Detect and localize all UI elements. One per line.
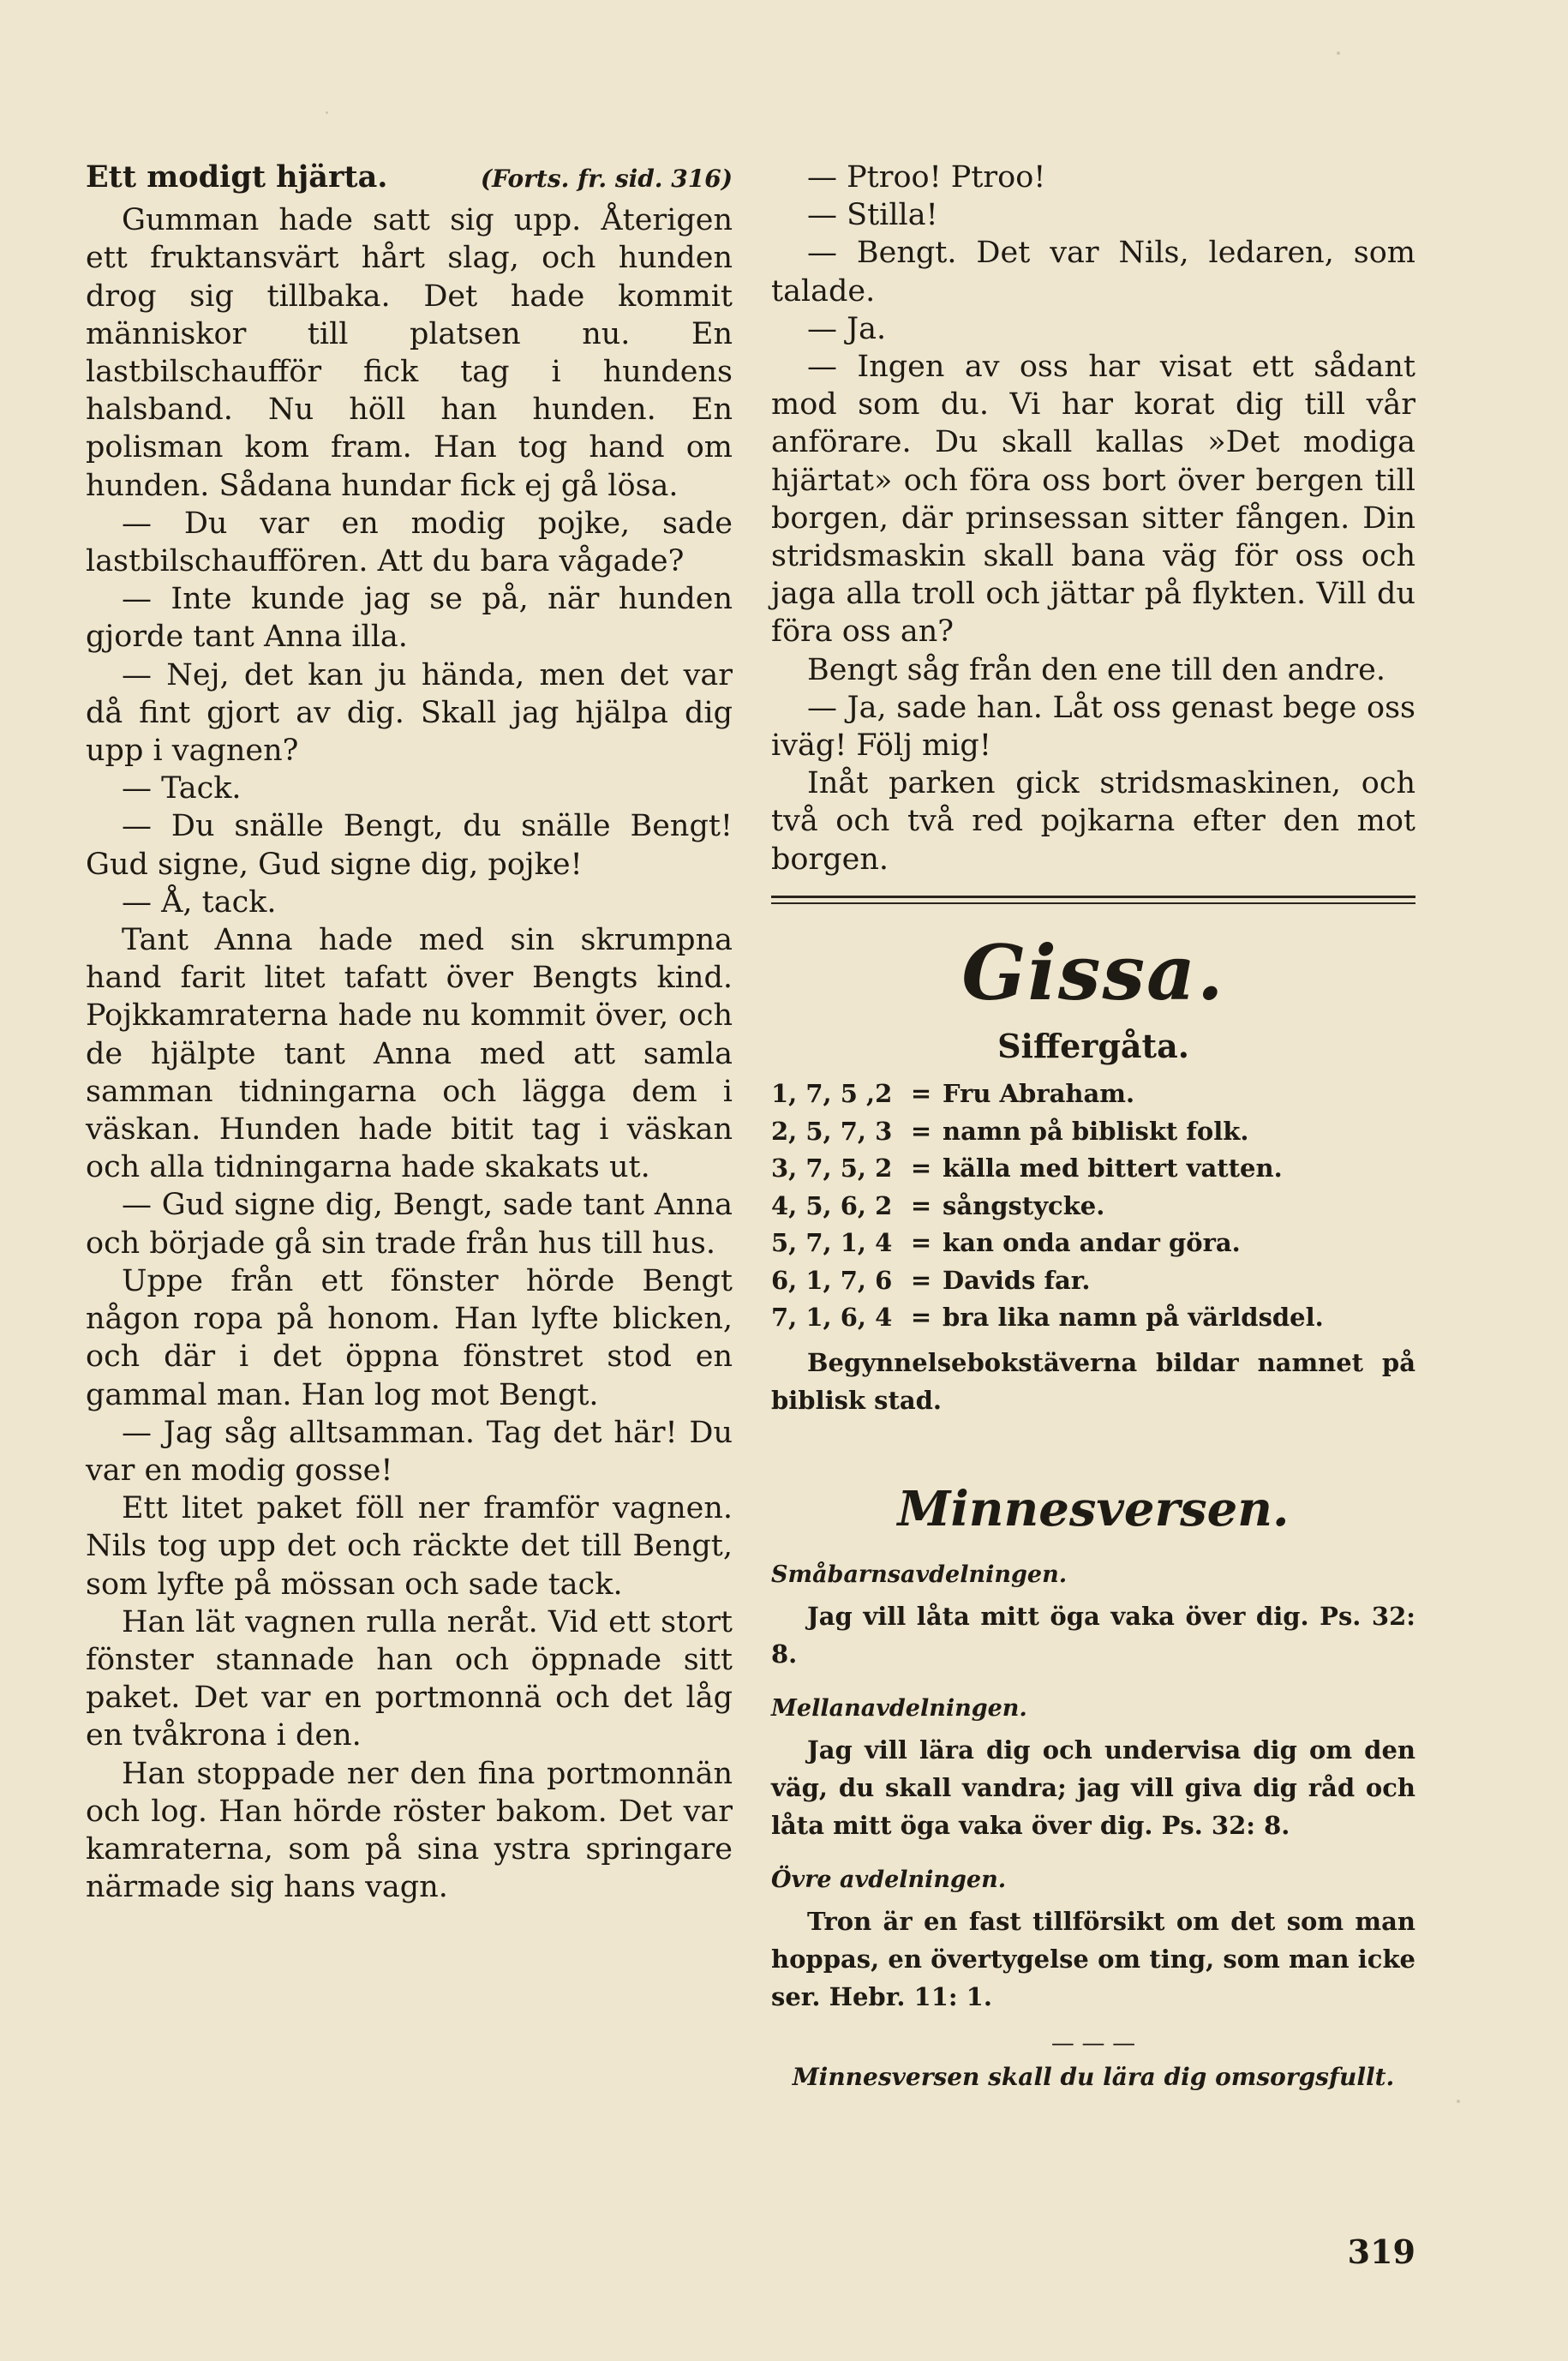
story-paragraph: — Å, tack. <box>122 884 277 920</box>
story-paragraph: Tant Anna hade med sin skrumpna hand farit litet tafatt över Bengts kind. Pojkkamraterna hade nu kommit över, och de hjälpte tant Anna med att samla samman tidningarna och lägga dem i väskan. Hunden hade bitit tag i väskan och alla tidningarna hade skakats ut. <box>86 923 733 1185</box>
equals-sign: = <box>910 1265 932 1295</box>
section-divider <box>771 896 1415 904</box>
puzzle-clue: Fru Abraham. <box>943 1079 1135 1109</box>
memory-verse: Jag vill låta mitt öga vaka över dig. Ps. 32: 8. <box>771 1601 1415 1669</box>
puzzle-numbers: 5, 7, 1, 4 <box>771 1228 893 1258</box>
puzzle-numbers: 1, 7, 5 ,2 <box>771 1079 893 1109</box>
memory-verse: Tron är en fast tillförsikt om det som man hoppas, en övertygelse om ting, som man icke ser. Hebr. 11: 1. <box>771 1906 1415 2011</box>
puzzle-row <box>771 1113 1415 1151</box>
story-header <box>86 159 733 198</box>
story-paragraph: — Bengt. Det var Nils, ledaren, som talade. <box>771 236 1415 309</box>
story-paragraph: Gumman hade satt sig upp. Återigen ett fruktansvärt hårt slag, och hunden drog sig tillbaka. Det hade kommit människor till platsen nu. En lastbilschaufför fick tag i hundens halsband. Nu höll han hunden. En polisman kom fram. Han tog hand om hunden. Sådana hundar fick ej gå lösa. <box>86 203 733 503</box>
equals-sign: = <box>910 1154 932 1183</box>
story-paragraph: — Jag såg alltsamman. Tag det här! Du var en modig gosse! <box>86 1415 733 1488</box>
puzzle-clue: namn på bibliskt folk. <box>943 1116 1249 1146</box>
minnesversen-heading: Minnesversen. <box>897 1480 1290 1537</box>
section-heading-mellan: Mellanavdelningen. <box>771 1694 1027 1722</box>
puzzle-numbers: 7, 1, 6, 4 <box>771 1303 893 1333</box>
divider-line-thin <box>771 902 1415 904</box>
puzzle-clue: källa med bittert vatten. <box>943 1154 1283 1183</box>
puzzle-numbers: 4, 5, 6, 2 <box>771 1190 893 1220</box>
equals-sign: = <box>910 1190 932 1220</box>
puzzle-row <box>771 1076 1415 1113</box>
equals-sign: = <box>910 1079 932 1109</box>
continued-note: (Forts. fr. sid. 316) <box>480 165 733 193</box>
puzzle-row <box>771 1188 1415 1225</box>
equals-sign: = <box>910 1228 932 1258</box>
puzzle-row <box>771 1262 1415 1300</box>
puzzle-row <box>771 1225 1415 1262</box>
section-heading-ovre: Övre avdelningen. <box>771 1866 1007 1893</box>
story-paragraph: — Ja. <box>807 311 887 346</box>
story-paragraph: Uppe från ett fönster hörde Bengt någon ropa på honom. Han lyfte blicken, och där i det öppna fönstret stod en gammal man. Han log mot Bengt. <box>86 1263 733 1412</box>
divider-line-thick <box>771 896 1415 898</box>
story-paragraph: — Ingen av oss har visat ett sådant mod som du. Vi har korat dig till vår anförare. Du skall kallas »Det modiga hjärtat» och föra oss bort över bergen till borgen, där prinsessan sitter fången. Din stridsmaskin skall bana väg för oss och jaga alla troll och jättar på flykten. Vill du föra oss an? <box>771 350 1415 650</box>
story-column <box>86 159 733 1906</box>
memory-verse: Jag vill lära dig och undervisa dig om den väg, du skall vandra; jag vill giva dig råd och låta mitt öga vaka över dig. Ps. 32: 8. <box>771 1735 1415 1840</box>
story-paragraph: — Tack. <box>122 771 242 806</box>
paper-speck <box>1337 51 1340 55</box>
page-number: 319 <box>1347 2232 1415 2271</box>
puzzle-clue: sångstycke. <box>943 1190 1105 1220</box>
puzzle-numbers: 3, 7, 5, 2 <box>771 1154 893 1183</box>
puzzle-numbers: 2, 5, 7, 3 <box>771 1116 893 1146</box>
story-paragraph: — Stilla! <box>807 198 938 233</box>
story-paragraph: Inåt parken gick stridsmaskinen, och två och två red pojkarna efter den mot borgen. <box>771 766 1415 877</box>
story-paragraph: — Ptroo! Ptroo! <box>807 160 1046 195</box>
dash-separator: — — — <box>1050 2029 1136 2057</box>
puzzle-clue: kan onda andar göra. <box>943 1228 1241 1258</box>
equals-sign: = <box>910 1116 932 1146</box>
story-paragraph: Han lät vagnen rulla neråt. Vid ett stort fönster stannade han och öppnade sitt paket. Det var en portmonnä och det låg en tvåkrona i den. <box>86 1604 733 1753</box>
story-paragraph: — Du snälle Bengt, du snälle Bengt! Gud signe, Gud signe dig, pojke! <box>86 809 733 882</box>
paper-speck <box>326 111 328 114</box>
story-title: Ett modigt hjärta. <box>86 159 388 195</box>
puzzle-clue: Davids far. <box>943 1265 1091 1295</box>
closing-line: Minnesversen skall du lära dig omsorgsfullt. <box>792 2062 1395 2091</box>
number-puzzle <box>771 1076 1415 1337</box>
puzzle-row <box>771 1150 1415 1188</box>
paper-speck <box>1457 2100 1460 2103</box>
story-paragraph: — Du var en modig pojke, sade lastbilschauffören. Att du bara vågade? <box>86 506 733 579</box>
right-column <box>771 159 1415 2094</box>
gissa-heading: Gissa. <box>961 927 1225 1017</box>
puzzle-row <box>771 1299 1415 1337</box>
puzzle-note: Begynnelsebokstäverna bildar namnet på biblisk stad. <box>771 1347 1415 1415</box>
story-paragraph: — Ja, sade han. Låt oss genast bege oss iväg! Följ mig! <box>771 690 1415 764</box>
puzzle-clue: bra lika namn på världsdel. <box>943 1303 1324 1333</box>
equals-sign: = <box>910 1303 932 1333</box>
story-paragraph: — Nej, det kan ju hända, men det var då fint gjort av dig. Skall jag hjälpa dig upp i vagnen? <box>86 657 733 769</box>
story-paragraph: Bengt såg från den ene till den andre. <box>807 652 1385 687</box>
section-heading-smabarn: Småbarnsavdelningen. <box>771 1561 1068 1588</box>
story-paragraph: Ett litet paket föll ner framför vagnen. Nils tog upp det och räckte det till Bengt, som lyfte på mössan och sade tack. <box>86 1491 733 1602</box>
puzzle-numbers: 6, 1, 7, 6 <box>771 1265 893 1295</box>
story-paragraph: — Inte kunde jag se på, när hunden gjorde tant Anna illa. <box>86 582 733 655</box>
siffergata-heading: Siffergåta. <box>997 1026 1189 1065</box>
story-paragraph: Han stoppade ner den fina portmonnän och log. Han hörde röster bakom. Det var kamraterna, som på sina ystra springare närmade sig hans vagn. <box>86 1756 733 1905</box>
story-paragraph: — Gud signe dig, Bengt, sade tant Anna och började gå sin trade från hus till hus. <box>86 1188 733 1261</box>
